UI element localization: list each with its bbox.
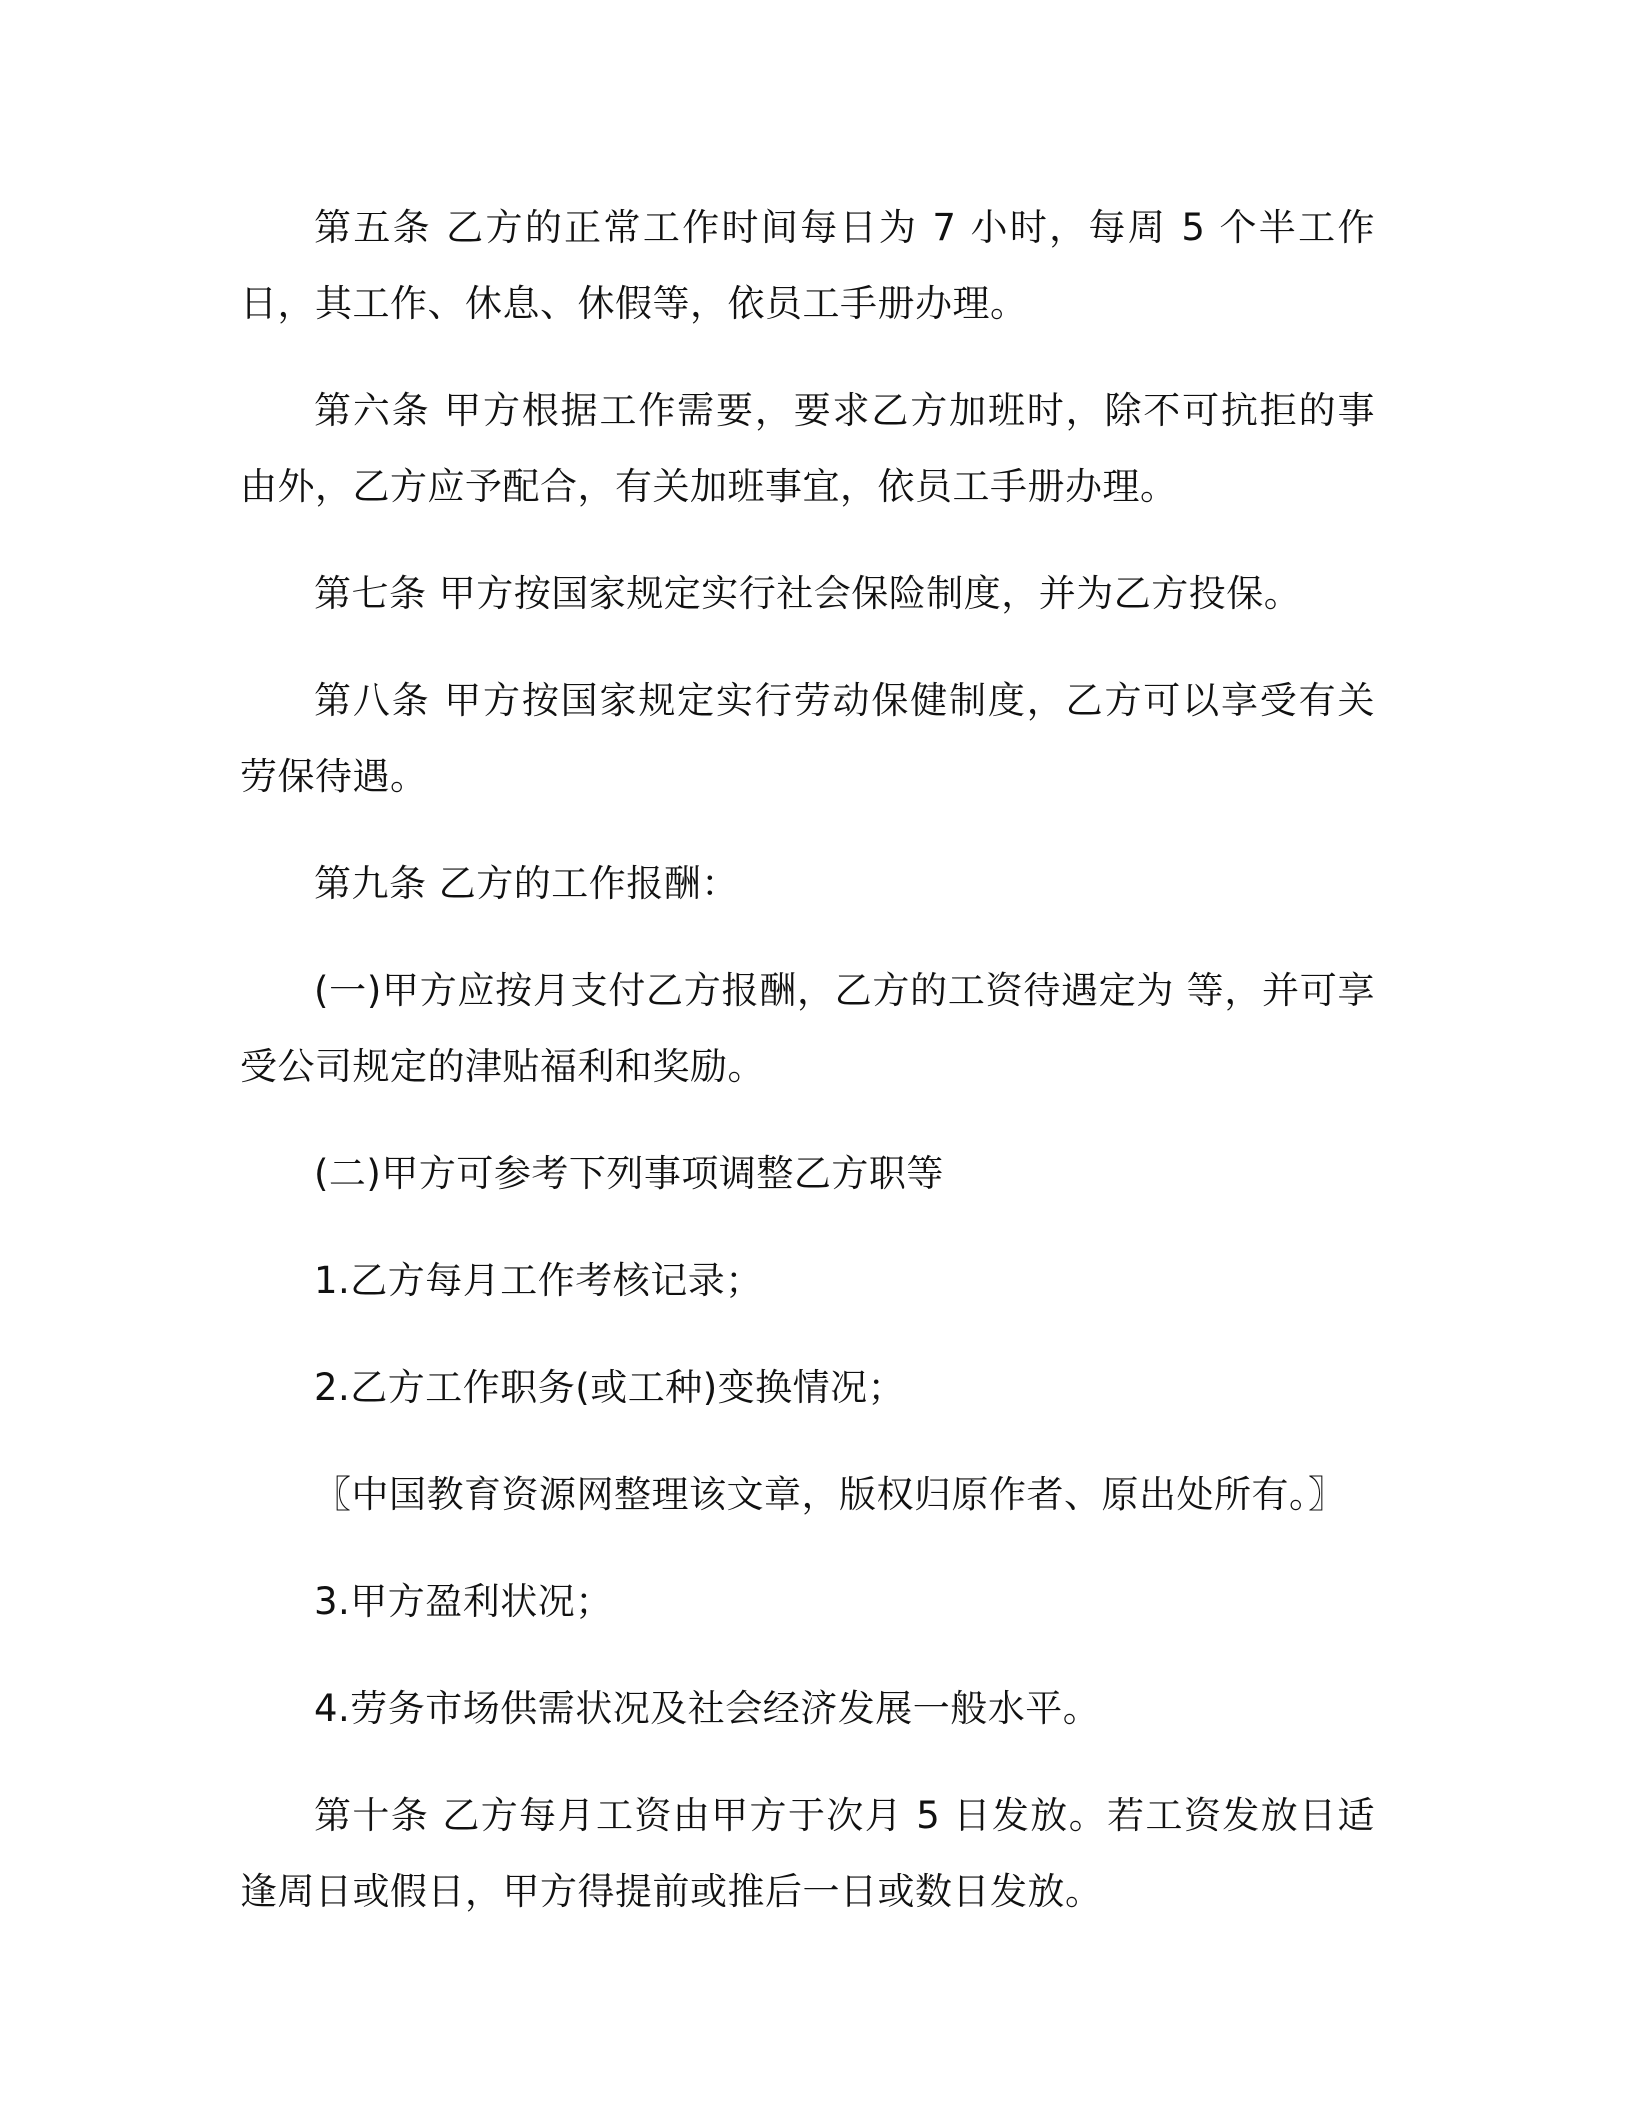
article-6-paragraph: 第六条 甲方根据工作需要，要求乙方加班时，除不可抗拒的事由外，乙方应予配合，有关加班事宜，依员工手册办理。 — [240, 389, 1375, 508]
article-5-paragraph: 第五条 乙方的正常工作时间每日为 7 小时，每周 5 个半工作日，其工作、休息、休假等，依员工手册办理。 — [240, 206, 1375, 325]
list-item-1: 1.乙方每月工作考核记录； — [314, 1259, 763, 1302]
document-body — [240, 190, 1375, 1961]
list-item-2: 2.乙方工作职务(或工种)变换情况； — [314, 1366, 906, 1409]
list-item-4: 4.劳务市场供需状况及社会经济发展一般水平。 — [314, 1687, 1101, 1730]
list-item-3: 3.甲方盈利状况； — [314, 1580, 613, 1623]
article-10-paragraph: 第十条 乙方每月工资由甲方于次月 5 日发放。若工资发放日适逢周日或假日，甲方得提前或推后一日或数日发放。 — [240, 1794, 1375, 1913]
article-9-item-1-paragraph: (一)甲方应按月支付乙方报酬，乙方的工资待遇定为 等，并可享受公司规定的津贴福利和奖励。 — [240, 969, 1375, 1088]
article-9-item-2-paragraph: (二)甲方可参考下列事项调整乙方职等 — [314, 1152, 944, 1195]
copyright-notice: 〖中国教育资源网整理该文章，版权归原作者、原出处所有。〗 — [314, 1473, 1346, 1516]
article-7-paragraph: 第七条 甲方按国家规定实行社会保险制度，并为乙方投保。 — [314, 572, 1302, 615]
article-8-paragraph: 第八条 甲方按国家规定实行劳动保健制度，乙方可以享受有关劳保待遇。 — [240, 679, 1375, 798]
article-9-paragraph: 第九条 乙方的工作报酬： — [314, 862, 739, 905]
